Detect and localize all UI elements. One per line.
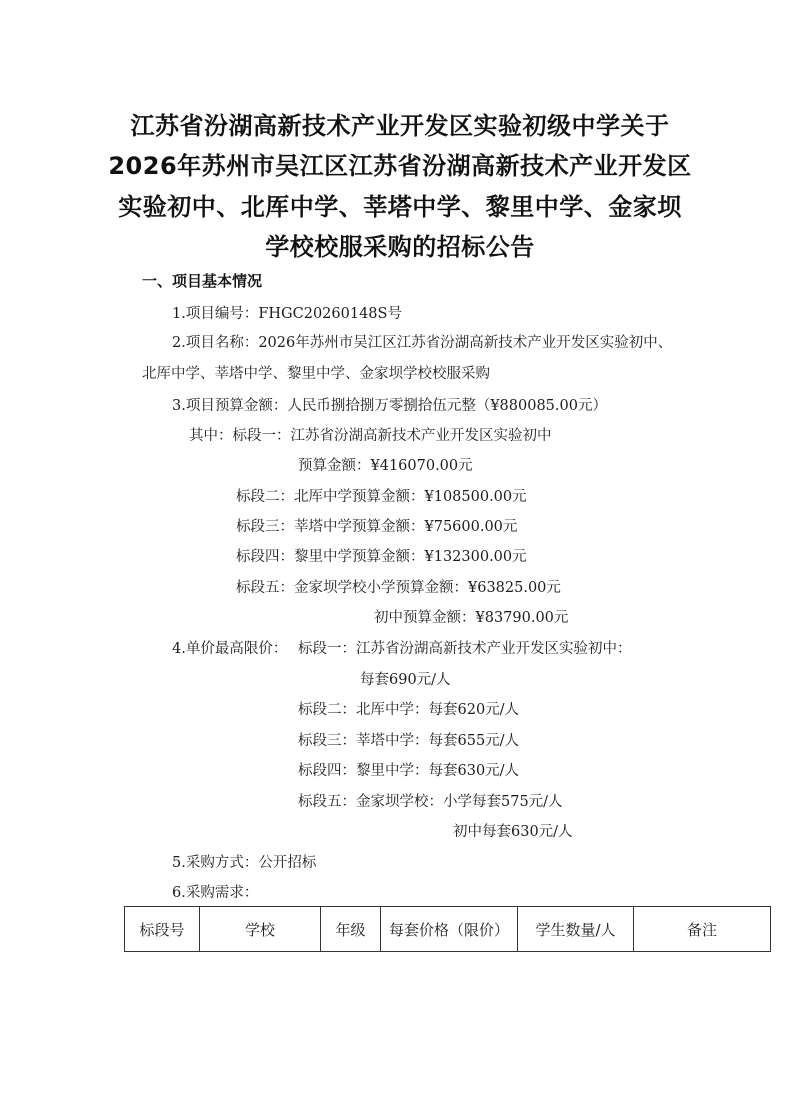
notice-title-line-4: 学校校服采购的招标公告 xyxy=(265,233,535,261)
price-segment-5-junior: 初中每套630元/人 xyxy=(453,824,573,840)
notice-title-line-2: 2026年苏州市吴江区江苏省汾湖高新技术产业开发区 xyxy=(108,152,692,180)
price-segment-2: 标段二：北厍中学：每套620元/人 xyxy=(298,702,520,718)
procurement-method: 5.采购方式：公开招标 xyxy=(172,855,317,871)
max-unit-price-label: 4.单价最高限价： xyxy=(172,641,288,657)
project-name-line-1: 2.项目名称：2026年苏州市吴江区江苏省汾湖高新技术产业开发区实验初中、 xyxy=(172,335,673,351)
price-segment-3: 标段三：莘塔中学：每套655元/人 xyxy=(298,733,520,749)
section-heading-basic-info: 一、项目基本情况 xyxy=(142,272,263,290)
budget-segment-5-primary: 标段五：金家坝学校小学预算金额：¥63825.00元 xyxy=(236,580,561,596)
procurement-requirements: 6.采购需求： xyxy=(172,885,259,901)
header-price-per-set: 每套价格（限价） xyxy=(381,907,518,952)
budget-segment-2: 标段二：北厍中学预算金额：¥108500.00元 xyxy=(236,489,527,505)
notice-title-line-1: 江苏省汾湖高新技术产业开发区实验初级中学关于 xyxy=(130,112,670,140)
project-number: 1.项目编号：FHGC20260148S号 xyxy=(172,306,402,322)
budget-segment-3: 标段三：莘塔中学预算金额：¥75600.00元 xyxy=(236,519,518,535)
header-grade: 年级 xyxy=(321,907,381,952)
notice-title-line-3: 实验初中、北厍中学、莘塔中学、黎里中学、金家坝 xyxy=(118,193,682,221)
budget-segment-5-junior: 初中预算金额：¥83790.00元 xyxy=(374,610,569,626)
header-student-count: 学生数量/人 xyxy=(518,907,634,952)
budget-segment-4: 标段四：黎里中学预算金额：¥132300.00元 xyxy=(236,549,527,565)
table-header-row xyxy=(125,907,771,952)
project-budget: 3.项目预算金额：人民币捌拾捌万零捌拾伍元整（¥880085.00元） xyxy=(172,398,607,414)
requirements-table xyxy=(124,906,771,952)
price-segment-1-amount: 每套690元/人 xyxy=(360,672,451,688)
price-segment-5-primary: 标段五：金家坝学校：小学每套575元/人 xyxy=(298,794,563,810)
header-school: 学校 xyxy=(200,907,321,952)
header-segment-no: 标段号 xyxy=(125,907,200,952)
project-name-line-2: 北厍中学、莘塔中学、黎里中学、金家坝学校校服采购 xyxy=(142,366,490,382)
budget-segment-1-amount: 预算金额：¥416070.00元 xyxy=(298,458,473,474)
header-remarks: 备注 xyxy=(634,907,771,952)
price-segment-1: 标段一：江苏省汾湖高新技术产业开发区实验初中： xyxy=(298,641,632,657)
budget-segment-1: 其中：标段一：江苏省汾湖高新技术产业开发区实验初中 xyxy=(189,428,552,444)
price-segment-4: 标段四：黎里中学：每套630元/人 xyxy=(298,763,520,779)
